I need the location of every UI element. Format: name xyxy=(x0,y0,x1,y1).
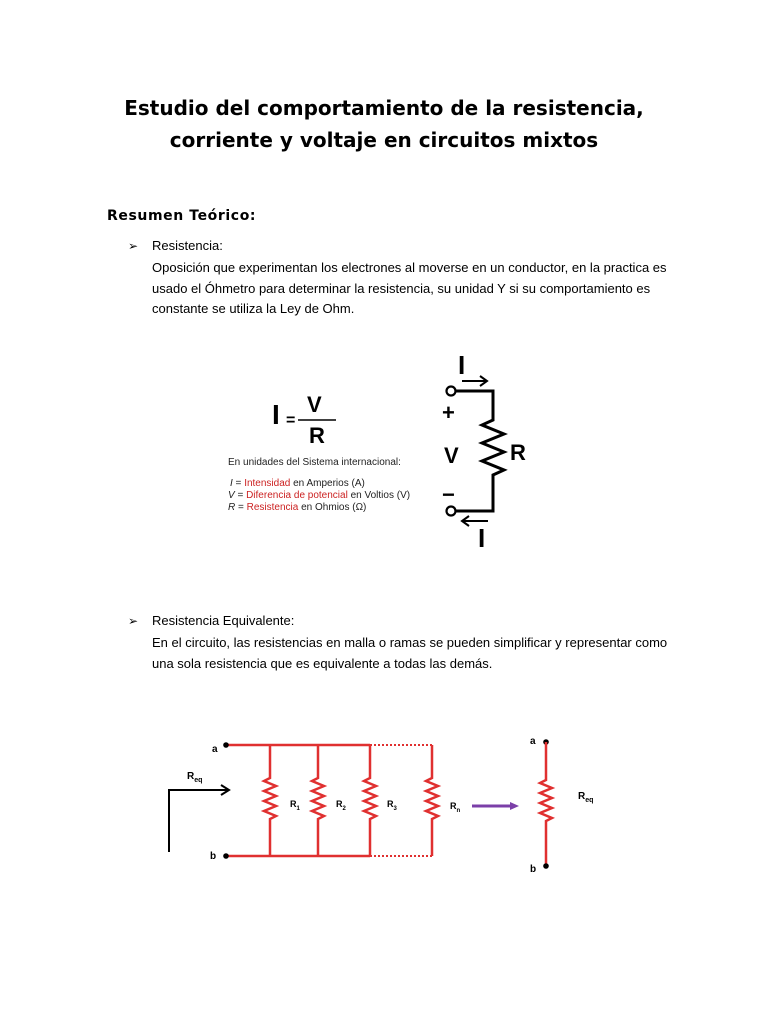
equiv-resistor xyxy=(540,742,552,866)
legend-rest: en Ohmios (Ω) xyxy=(298,502,367,513)
legend-symbol: R xyxy=(228,502,236,513)
label-main: R xyxy=(290,799,297,809)
label-sub: n xyxy=(456,808,461,814)
label-main: R xyxy=(187,771,195,782)
resistor-label-r1 xyxy=(290,799,301,812)
title-line-2: corriente y voltaje en circuitos mixtos xyxy=(169,128,599,152)
body-line: usado el Óhmetro para determinar la resistencia, su unidad Y si su comportamiento es xyxy=(152,280,651,296)
body-line: Oposición que experimentan los electrones al moverse en un conductor, en la practica es xyxy=(152,260,667,275)
resistor-label: R xyxy=(510,440,526,465)
resistor-label-r2 xyxy=(336,799,347,812)
legend-term: Intensidad xyxy=(244,478,291,489)
equiv-node-a-label: a xyxy=(530,736,536,747)
terminal-top xyxy=(447,387,456,396)
equiv-node-b-label: b xyxy=(530,864,537,875)
req-arrow-icon xyxy=(169,790,228,852)
bullet-arrow-icon: ➢ xyxy=(128,239,139,253)
body-line: constante se utiliza la Ley de Ohm. xyxy=(152,301,355,316)
legend-sep: = xyxy=(234,490,247,501)
node-b-label: b xyxy=(210,851,217,862)
formula-i: I xyxy=(272,399,280,430)
label-sub: 1 xyxy=(296,806,300,812)
bullet-arrow-icon: ➢ xyxy=(128,614,139,628)
resistor-label-rn xyxy=(450,801,461,814)
legend-symbol: V xyxy=(228,490,235,501)
bullet-body xyxy=(152,633,672,674)
legend-line-v xyxy=(228,490,410,501)
terminal-bottom xyxy=(447,507,456,516)
label-sub: 2 xyxy=(342,806,346,812)
label-main: R xyxy=(578,791,586,802)
bullet-title: Resistencia Equivalente: xyxy=(152,613,295,628)
label-main: R xyxy=(450,801,457,811)
label-main: R xyxy=(387,799,394,809)
legend-term: Resistencia xyxy=(246,502,299,513)
label-sub: eq xyxy=(585,797,594,804)
body-line: una sola resistencia que es equivalente a todas las demás. xyxy=(152,655,493,671)
branch-r2 xyxy=(312,745,324,856)
legend-line-i xyxy=(230,478,365,489)
current-label-top: I xyxy=(458,350,466,380)
units-heading: En unidades del Sistema internacional: xyxy=(228,457,401,468)
branch-r1 xyxy=(264,745,276,856)
minus-sign: − xyxy=(442,482,455,507)
body-line: En el circuito, las resistencias en malla o ramas se pueden simplificar y representar como xyxy=(152,635,668,650)
label-sub: 3 xyxy=(393,806,397,812)
legend-rest: en Amperios (A) xyxy=(290,478,365,489)
formula-denominator: R xyxy=(309,423,325,448)
req-label-left xyxy=(187,771,202,784)
formula-equals: = xyxy=(286,412,296,429)
node-a-label: a xyxy=(212,744,218,755)
title-line-1: Estudio del comportamiento de la resistencia, xyxy=(124,96,644,120)
legend-symbol: I xyxy=(230,478,233,489)
label-main: R xyxy=(336,799,343,809)
equivalence-arrow-head xyxy=(510,802,519,810)
resistor-label-r3 xyxy=(387,799,398,812)
formula-numerator: V xyxy=(307,392,322,417)
branch-r3 xyxy=(364,745,376,856)
legend-line-r xyxy=(228,502,366,513)
legend-rest: en Voltios (V) xyxy=(347,490,411,501)
parallel-circuit xyxy=(169,736,593,875)
circuit-wire xyxy=(456,391,504,511)
node-a-dot xyxy=(223,742,229,748)
section-heading: Resumen Teórico: xyxy=(107,208,257,224)
branch-rn xyxy=(426,745,438,856)
current-label-bottom: I xyxy=(478,523,486,553)
legend-term: Diferencia de potencial xyxy=(246,490,348,501)
node-b-dot xyxy=(223,853,229,859)
voltage-label: V xyxy=(444,443,459,468)
legend-sep: = xyxy=(235,502,247,513)
legend-sep: = xyxy=(232,478,245,489)
equiv-node-b-dot xyxy=(543,863,549,869)
bullet-title: Resistencia: xyxy=(152,238,223,253)
plus-sign: + xyxy=(442,400,455,425)
label-sub: eq xyxy=(194,777,203,784)
equiv-req-label xyxy=(578,791,593,804)
